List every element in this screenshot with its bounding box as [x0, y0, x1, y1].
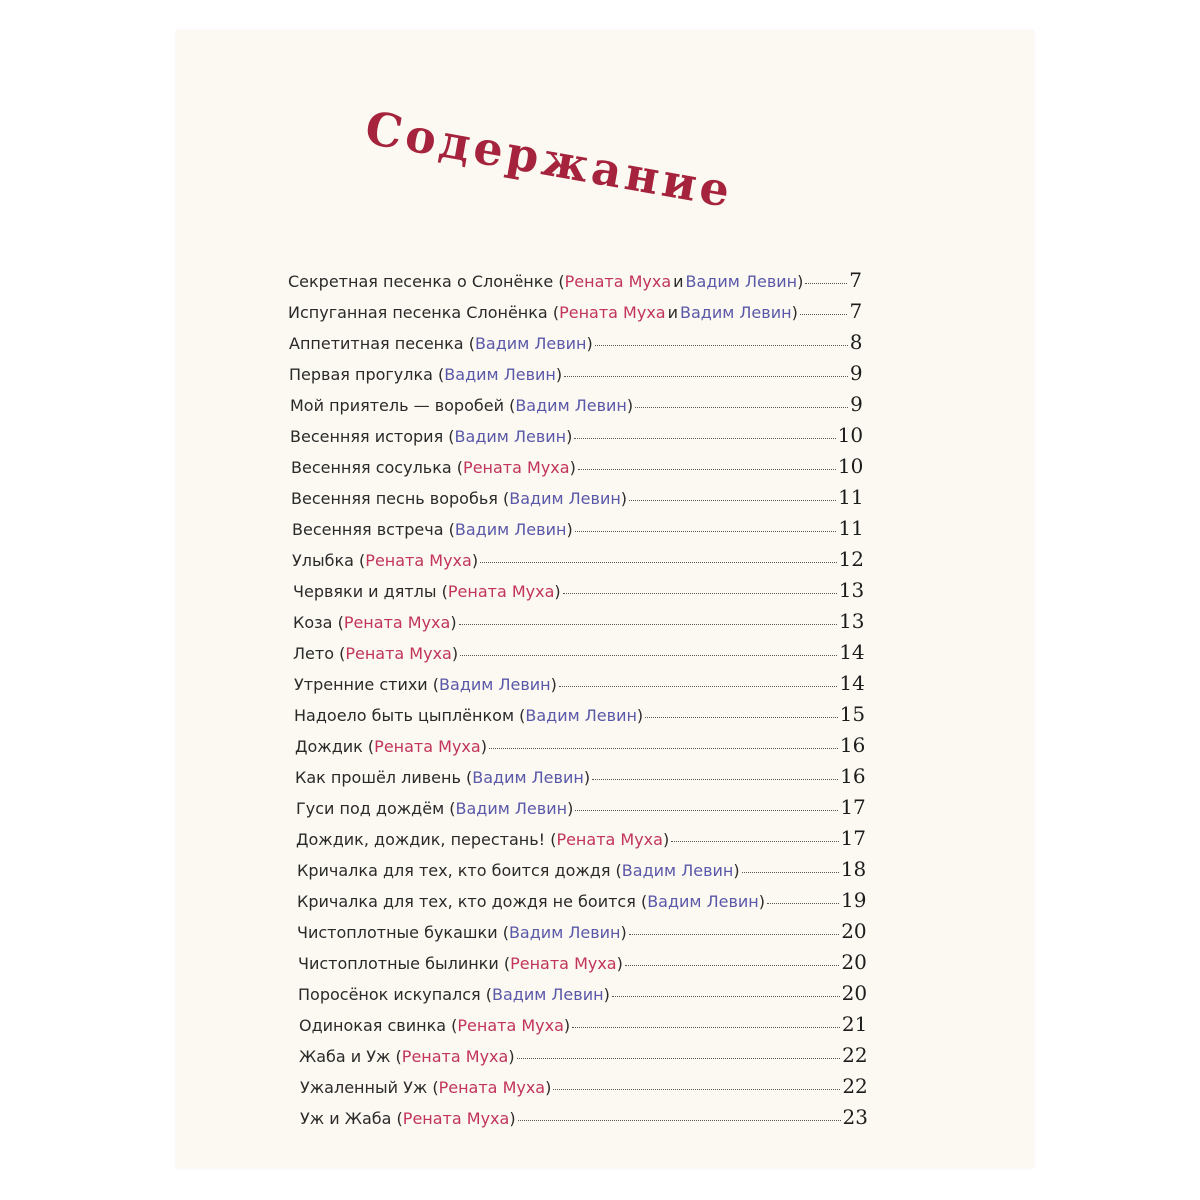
toc-entry-title: Как прошёл ливень [295, 768, 461, 787]
toc-entry-author: Вадим Левин [508, 923, 621, 942]
toc-entry-page-number: 23 [842, 1105, 868, 1129]
toc-entry-page-number: 10 [837, 423, 864, 447]
toc-entry-page-number: 20 [841, 950, 867, 974]
toc-entry: Мой приятель — воробей ( Вадим Левин ) 9 [290, 392, 863, 416]
dot-leader [635, 407, 848, 408]
dot-leader [625, 965, 840, 966]
toc-entry-title: Секретная песенка о Слонёнке [288, 272, 554, 291]
dot-leader [629, 500, 836, 501]
dot-leader [767, 903, 839, 904]
toc-entry-page-number: 10 [837, 454, 864, 478]
toc-entry: Кричалка для тех, кто дождя не боится ( Вадим Левин ) 19 [297, 888, 867, 912]
dot-leader [574, 438, 835, 439]
toc-entry-page-number: 7 [849, 299, 863, 323]
toc-entry-title: Первая прогулка [289, 365, 433, 384]
dot-leader [575, 531, 837, 532]
toc-entry: Аппетитная песенка ( Вадим Левин ) 8 [289, 330, 863, 354]
toc-entry-page-number: 13 [838, 578, 865, 602]
toc-entry-title: Дождик, дождик, перестань! [296, 830, 546, 849]
toc-entry-title: Лето [293, 644, 334, 663]
toc-entry-page-number: 16 [839, 733, 866, 757]
toc-entry-author: Рената Муха [447, 582, 555, 601]
toc-entry: Червяки и дятлы ( Рената Муха ) 13 [293, 578, 865, 602]
toc-entry-author: Вадим Левин [492, 985, 604, 1004]
dot-leader [592, 779, 838, 780]
toc-entry: Надоело быть цыплёнком ( Вадим Левин ) 15 [294, 702, 866, 726]
toc-entry-title: Кричалка для тех, кто дождя не боится [297, 892, 636, 911]
toc-entry-author: Вадим Левин [444, 365, 556, 384]
dot-leader [480, 562, 836, 563]
toc-entry-title: Чистоплотные былинки [298, 954, 499, 973]
toc-entry-author: Рената Муха [402, 1109, 510, 1128]
toc-entry-author: Вадим Левин [439, 675, 551, 694]
dot-leader [563, 593, 837, 594]
toc-entry-author: Рената Муха [510, 954, 617, 973]
toc-entry-author: Вадим Левин [455, 799, 568, 818]
toc-entry-page-number: 11 [838, 485, 864, 509]
toc-entry-title: Улыбка [292, 551, 354, 570]
toc-entry: Первая прогулка ( Вадим Левин ) 9 [289, 361, 863, 385]
toc-entry-title: Червяки и дятлы [293, 582, 437, 601]
dot-leader [629, 934, 839, 935]
toc-entry-author: Вадим Левин [525, 706, 637, 725]
toc-entry-page-number: 17 [840, 795, 866, 819]
toc-entry-author: Вадим Левин [509, 489, 621, 508]
dot-leader [489, 748, 838, 749]
toc-entry-author: Вадим Левин [454, 520, 567, 539]
toc-entry-page-number: 12 [838, 547, 864, 571]
toc-entry-title: Весенняя история [290, 427, 444, 446]
dot-leader [553, 1089, 840, 1090]
toc-entry-title: Мой приятель — воробей [290, 396, 504, 415]
toc-entry-page-number: 19 [840, 888, 867, 912]
toc-entry-page-number: 11 [838, 516, 864, 540]
toc-entry-page-number: 21 [841, 1012, 868, 1036]
toc-entry: Утренние стихи ( Вадим Левин ) 14 [294, 671, 865, 695]
toc-entry-author: Вадим Левин [680, 303, 792, 322]
toc-entry: Как прошёл ливень ( Вадим Левин ) 16 [295, 764, 866, 788]
toc-entry-author: Вадим Левин [515, 396, 627, 415]
toc-entry-page-number: 16 [840, 764, 866, 788]
dot-leader [460, 655, 837, 656]
toc-entry: Лето ( Рената Муха ) 14 [293, 640, 865, 664]
toc-entry-author: Вадим Левин [472, 768, 584, 787]
toc-entry-author: Вадим Левин [474, 334, 587, 353]
toc-entry-author: Рената Муха [463, 458, 570, 477]
toc-entry: Поросёнок искупался ( Вадим Левин ) 20 [298, 981, 868, 1005]
toc-entry: Весенняя сосулька ( Рената Муха ) 10 [291, 454, 864, 478]
toc-entry-author: Рената Муха [345, 644, 452, 663]
toc-entry: Чистоплотные былинки ( Рената Муха ) 20 [298, 950, 867, 974]
toc-entry-title: Коза [293, 613, 333, 632]
toc-entry-page-number: 14 [839, 671, 865, 695]
toc-entry-author: Рената Муха [438, 1078, 546, 1097]
toc-entry-author: Вадим Левин [647, 892, 759, 911]
dot-leader [805, 283, 847, 284]
dot-leader [572, 1027, 840, 1028]
toc-entry: Дождик, дождик, перестань! ( Рената Муха ) 17 [296, 826, 866, 850]
toc-entry: Чистоплотные букашки ( Вадим Левин ) 20 [297, 919, 867, 943]
toc-entry: Уж и Жаба ( Рената Муха ) 23 [300, 1105, 868, 1129]
toc-entry: Весенняя встреча ( Вадим Левин ) 11 [292, 516, 864, 540]
dot-leader [559, 686, 838, 687]
toc-entry-title: Весенняя сосулька [291, 458, 452, 477]
dot-leader [575, 810, 838, 811]
toc-entry: Жаба и Уж ( Рената Муха ) 22 [299, 1043, 868, 1067]
dot-leader [517, 1058, 841, 1059]
toc-entry-title: Поросёнок искупался [298, 985, 481, 1004]
toc-entry-author: Рената Муха [556, 830, 663, 849]
toc-entry-title: Дождик [295, 737, 363, 756]
toc-entry-title: Аппетитная песенка [289, 334, 464, 353]
toc-entry: Ужаленный Уж ( Рената Муха ) 22 [300, 1074, 868, 1098]
toc-entry: Весенняя история ( Вадим Левин ) 10 [290, 423, 864, 447]
toc-entry-author: Вадим Левин [685, 272, 798, 291]
toc-entry: Гуси под дождём ( Вадим Левин ) 17 [296, 795, 866, 819]
toc-entry-page-number: 7 [849, 268, 862, 292]
dot-leader [578, 469, 836, 470]
toc-entry-page-number: 9 [850, 392, 863, 416]
toc-entry-title: Ужаленный Уж [300, 1078, 428, 1097]
toc-entry-page-number: 20 [841, 981, 868, 1005]
toc-entry-title: Уж и Жаба [300, 1109, 392, 1128]
toc-entry-author: Рената Муха [559, 303, 666, 322]
toc-entry-page-number: 14 [839, 640, 865, 664]
toc-entry: Испуганная песенка Слонёнка ( Рената Муха и Вадим Левин ) 7 [288, 299, 863, 323]
page-title: Содержание [361, 100, 738, 219]
toc-entry-title: Жаба и Уж [299, 1047, 391, 1066]
toc-entry: Секретная песенка о Слонёнке ( Рената Муха и Вадим Левин ) 7 [288, 268, 862, 292]
toc-entry-title: Испуганная песенка Слонёнка [288, 303, 548, 322]
toc-entry-page-number: 15 [839, 702, 866, 726]
toc-entry-author: Рената Муха [365, 551, 472, 570]
dot-leader [564, 376, 848, 377]
dot-leader [671, 841, 838, 842]
toc-entry-page-number: 17 [840, 826, 866, 850]
toc-entry-title: Весенняя встреча [292, 520, 444, 539]
toc-entry: Коза ( Рената Муха ) 13 [293, 609, 865, 633]
toc-entry-page-number: 22 [842, 1043, 868, 1067]
toc-entry-page-number: 18 [840, 857, 867, 881]
dot-leader [800, 314, 848, 315]
toc-entry-title: Весенняя песнь воробья [291, 489, 498, 508]
toc-entry-author: Рената Муха [401, 1047, 509, 1066]
toc-entry-author: Рената Муха [374, 737, 481, 756]
dot-leader [645, 717, 837, 718]
toc-entry-title: Одинокая свинка [299, 1016, 447, 1035]
toc-entry-author: Рената Муха [457, 1016, 564, 1035]
toc-entry-title: Кричалка для тех, кто боится дождя [297, 861, 611, 880]
toc-entry-title: Чистоплотные букашки [297, 923, 498, 942]
toc-entry: Улыбка ( Рената Муха ) 12 [292, 547, 864, 571]
toc-entry-title: Гуси под дождём [296, 799, 445, 818]
toc-entry-page-number: 9 [849, 361, 863, 385]
toc-entry: Дождик ( Рената Муха ) 16 [295, 733, 866, 757]
dot-leader [459, 624, 837, 625]
toc-entry: Весенняя песнь воробья ( Вадим Левин ) 11 [291, 485, 864, 509]
toc-entry: Кричалка для тех, кто боится дождя ( Вадим Левин ) 18 [297, 857, 867, 881]
toc-entry-title: Утренние стихи [294, 675, 428, 694]
toc-entry-page-number: 8 [849, 330, 863, 354]
toc-entry-page-number: 13 [838, 609, 865, 633]
toc-entry-author: Рената Муха [343, 613, 451, 632]
toc-entry-title: Надоело быть цыплёнком [294, 706, 515, 725]
dot-leader [595, 345, 848, 346]
toc-entry-author: Вадим Левин [454, 427, 567, 446]
toc-entry-page-number: 20 [841, 919, 867, 943]
toc-entry-page-number: 22 [842, 1074, 868, 1098]
toc-entry-author: Вадим Левин [621, 861, 734, 880]
dot-leader [518, 1120, 841, 1121]
toc-entry-author: Рената Муха [564, 272, 672, 291]
dot-leader [612, 996, 840, 997]
dot-leader [742, 872, 839, 873]
toc-entry: Одинокая свинка ( Рената Муха ) 21 [299, 1012, 868, 1036]
